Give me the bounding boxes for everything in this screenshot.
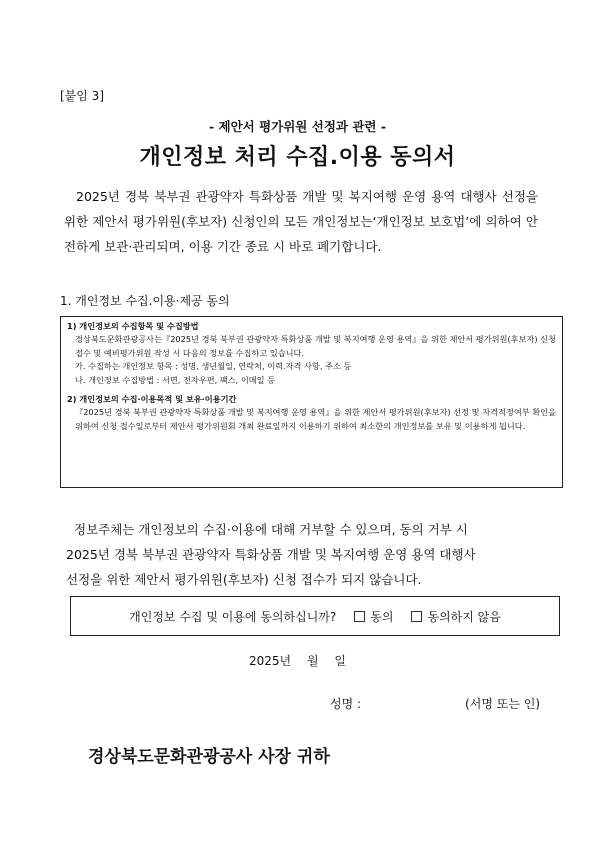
collected-items-line: 가. 수집하는 개인정보 항목 : 성명, 생년월일, 연락처, 이력.자격 사항, 주소 등 — [75, 361, 352, 372]
refusal-line: 2025년 경북 북부권 관광약자 특화상품 개발 및 복지여행 운영 용역 대행사 — [66, 547, 476, 562]
collection-items-heading: 1) 개인정보의 수집항목 및 수집방법 — [67, 321, 199, 331]
usage-purpose-text: 『2025년 경북 북부권 관광약자 특화상품 개발 및 복지여행 운영 용역』을 위한 제안서 평가위원(후보자) 선정 및 자격적정여부 확인을 위하여 신청 접수일로부터 제안서 평가위원회 개최 완료일까지 이용하기 위하여 최소한의 개인정보를 보유 및 이용하게 됩니다. — [75, 407, 556, 431]
refusal-line: 정보주체는 개인정보의 수집·이용에 대해 거부할 수 있으며, 동의 거부 시 — [74, 522, 468, 537]
agree-label: 동의 — [370, 609, 394, 624]
agree-checkbox[interactable] — [354, 608, 393, 625]
date-year: 2025년 — [249, 654, 292, 668]
usage-purpose-heading: 2) 개인정보의 수집·이용목적 및 보유·이용기간 — [67, 394, 237, 405]
attachment-label: [붙임 3] — [60, 89, 104, 103]
intro-paragraph: 2025년 경북 북부권 관광약자 특화상품 개발 및 복지여행 운영 용역 대행사 선정을 위한 제안서 평가위원(후보자) 신청인의 모든 개인정보는‘개인정보 보호법’에 의하여 안전하게 보관·관리되며, 이용 기간 종료 시 바로 폐기합니다. — [64, 189, 538, 254]
signature-note: (서명 또는 인) — [465, 697, 540, 711]
checkbox-square-icon — [354, 611, 365, 622]
date-line — [0, 652, 595, 669]
disagree-label: 동의하지 않음 — [427, 609, 501, 624]
document-subtitle: - 제안서 평가위원 선정과 관련 - — [208, 119, 387, 134]
refusal-notice — [66, 517, 548, 592]
checkbox-square-icon — [411, 611, 422, 622]
signature-label: 성명 : — [330, 697, 362, 711]
date-month: 월 — [306, 654, 319, 668]
consent-question-box — [70, 596, 560, 636]
collection-items-text: 경상북도문화관광공사는『2025년 경북 북부권 관광약자 특화상품 개발 및 복지여행 운영 용역』을 위한 제안서 평가위원(후보자) 신청 접수 및 예비평가위원 작성 시 다음의 정보를 수집하고 있습니다. — [75, 334, 556, 358]
document-title: 개인정보 처리 수집.이용 동의서 — [139, 145, 456, 170]
refusal-line: 선정을 위한 제안서 평가위원(후보자) 신청 접수가 되지 않습니다. — [66, 572, 422, 587]
date-day: 일 — [334, 654, 346, 668]
disagree-checkbox[interactable] — [411, 608, 500, 625]
collection-details-box — [60, 316, 563, 488]
section-heading: 1. 개인정보 수집.이용·제공 동의 — [60, 294, 230, 308]
collection-method-line: 나. 개인정보 수집방법 : 서면, 전자우편, 팩스, 이메일 등 — [75, 374, 276, 385]
recipient: 경상북도문화관광공사 사장 귀하 — [88, 747, 330, 767]
consent-question: 개인정보 수집 및 이용에 동의하십니까? — [129, 609, 337, 624]
